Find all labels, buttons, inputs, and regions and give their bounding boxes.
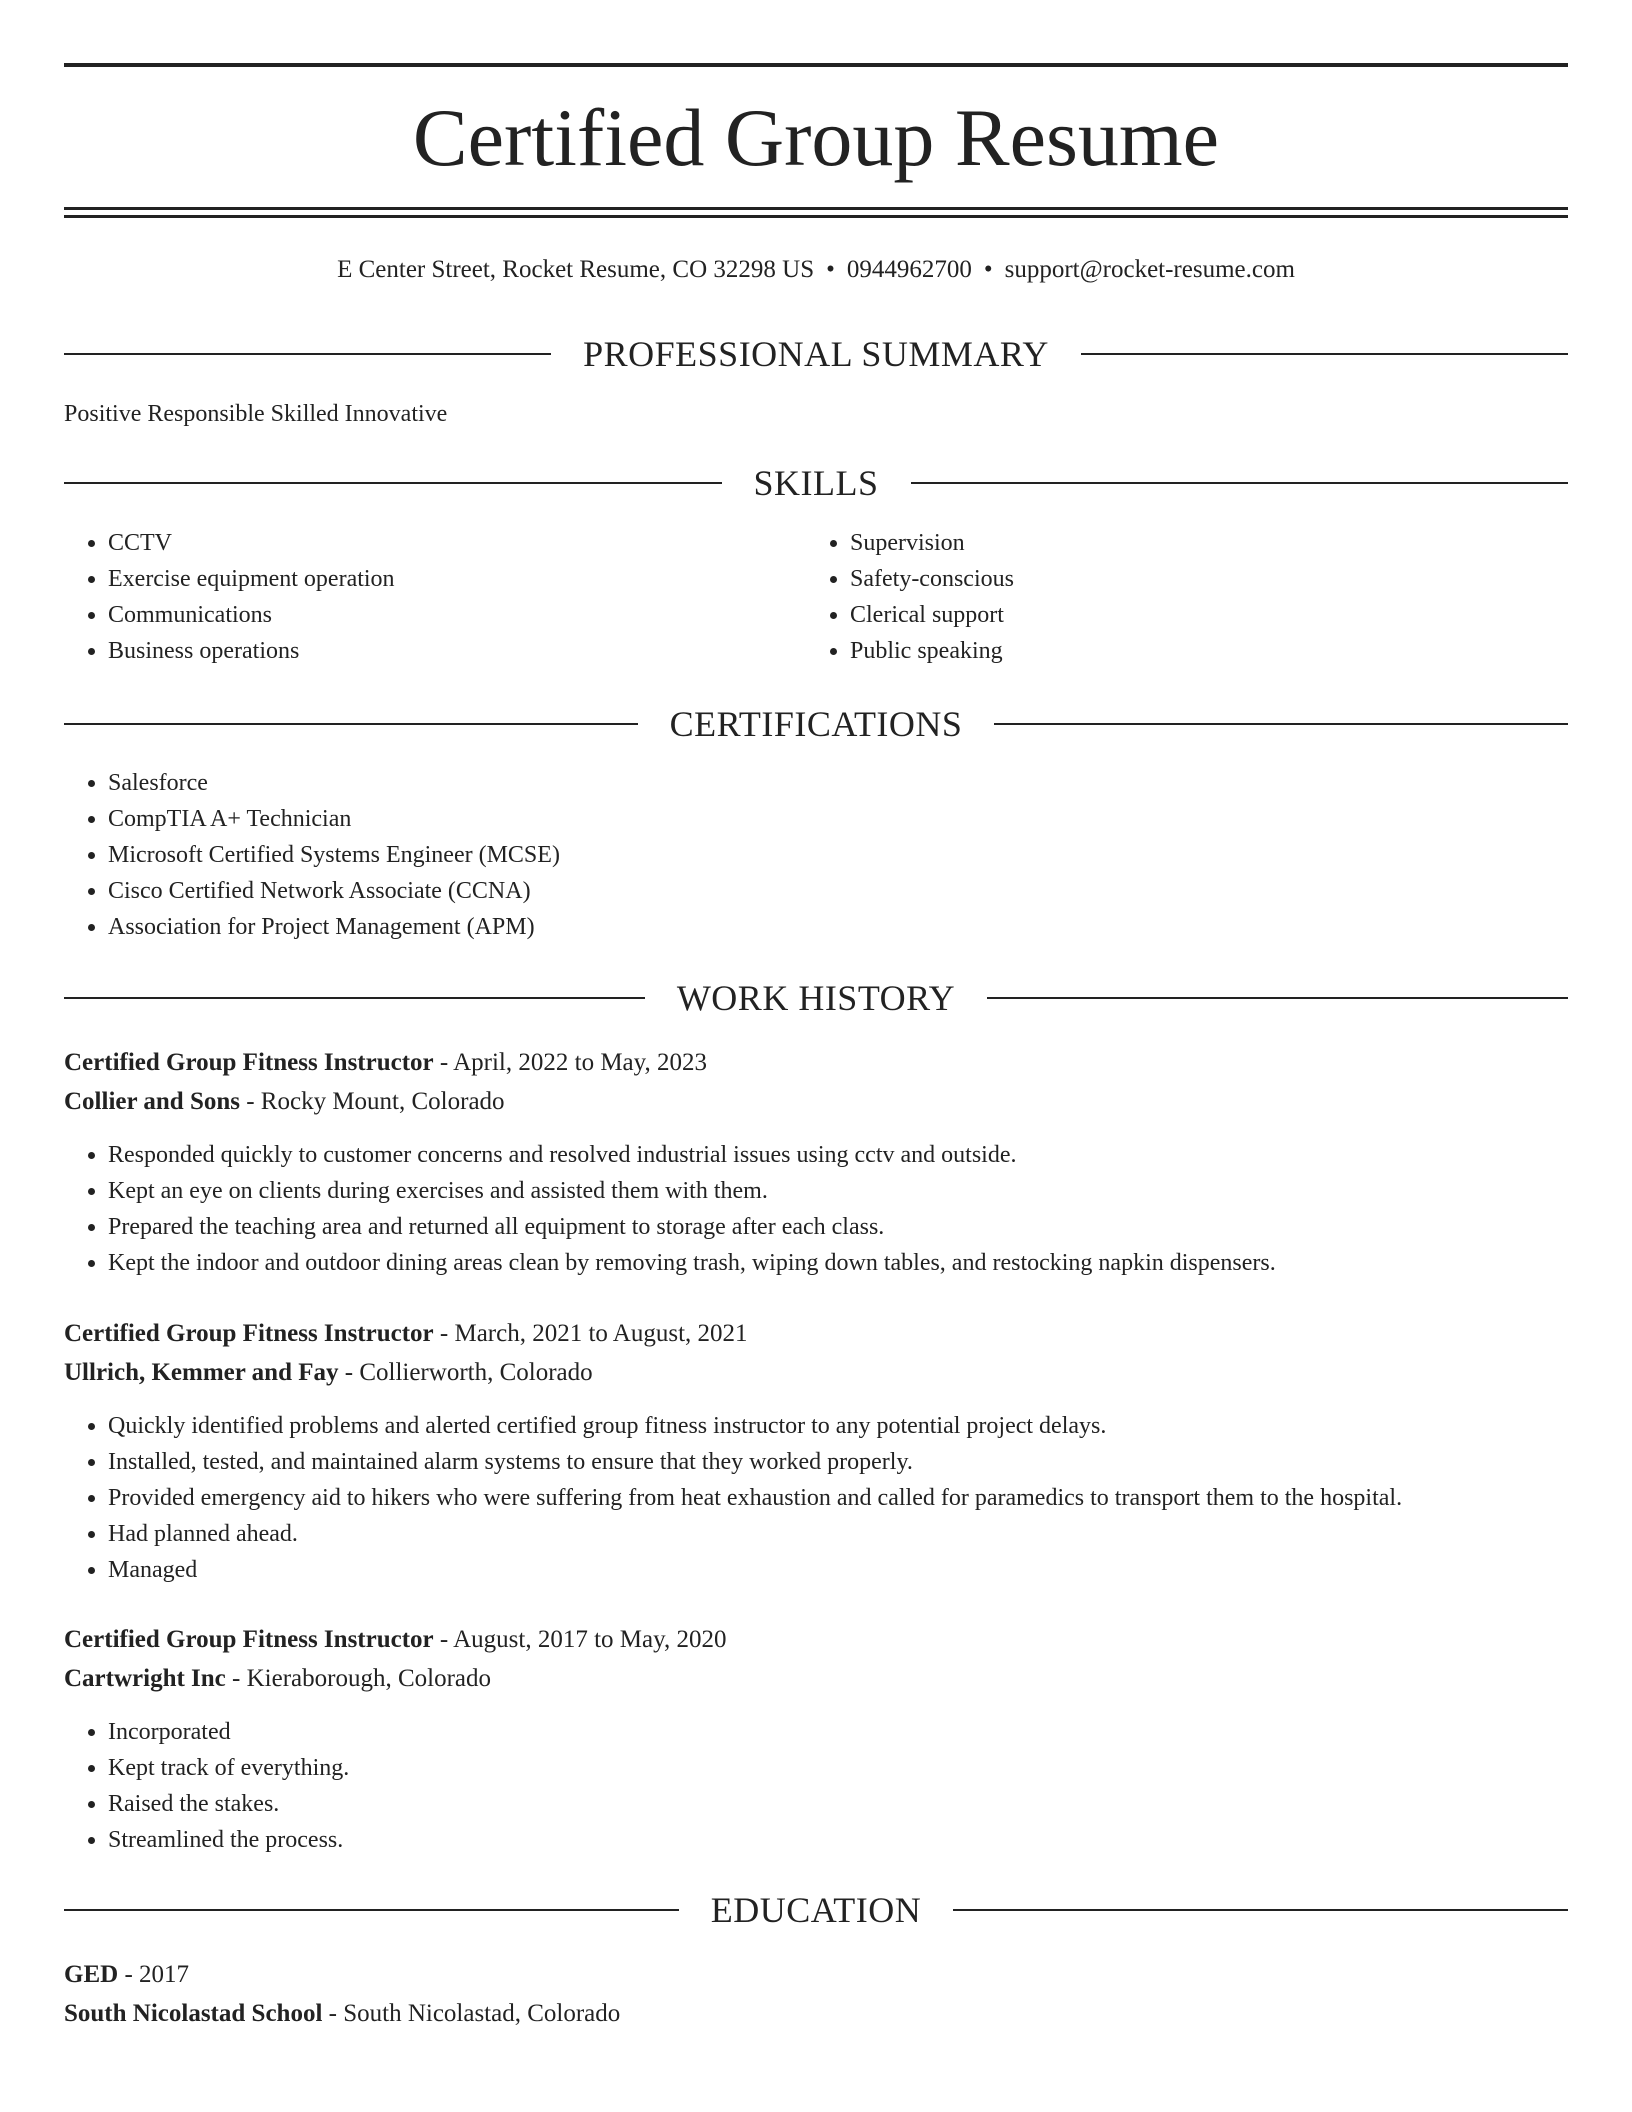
job-bullet: • Responded quickly to customer concerns and resolved industrial issues using cctv and outside. <box>108 1137 1568 1173</box>
job-company: Collier and Sons <box>64 1088 240 1115</box>
job-bullet: • Kept the indoor and outdoor dining areas clean by removing trash, wiping down tables, and restocking napkin dispensers. <box>108 1245 1568 1281</box>
certification-item: • CompTIA A+ Technician <box>108 801 1568 837</box>
heading-rule <box>987 997 1568 999</box>
job-title-line <box>64 1044 1568 1082</box>
job-dates: - March, 2021 to August, 2021 <box>439 1320 748 1347</box>
summary-text: Positive Responsible Skilled Innovative <box>64 401 448 427</box>
certification-item: • Cisco Certified Network Associate (CCNA) <box>108 873 1568 909</box>
section-heading-skills <box>64 459 1568 507</box>
job-title: Certified Group Fitness Instructor <box>64 1626 434 1653</box>
certification-item: • Association for Project Management (APM) <box>108 909 1568 945</box>
heading-rule <box>953 1909 1568 1911</box>
job-company-line <box>64 1083 1568 1121</box>
job-bullets <box>64 1137 1568 1281</box>
heading-rule <box>994 723 1568 725</box>
job-bullet: • Incorporated <box>108 1714 1568 1750</box>
section-heading-education <box>64 1886 1568 1934</box>
heading-rule <box>64 997 645 999</box>
heading-rule <box>911 482 1569 484</box>
job-title: Certified Group Fitness Instructor <box>64 1320 434 1347</box>
job-bullet: • Provided emergency aid to hikers who were suffering from heat exhaustion and called for paramedics to transport them to the hospital. <box>108 1480 1588 1516</box>
section-heading-work-history <box>64 974 1568 1022</box>
job-bullet: • Quickly identified problems and alerted certified group fitness instructor to any potential project delays. <box>108 1408 1588 1444</box>
job-location: - Rocky Mount, Colorado <box>246 1088 505 1115</box>
job-bullet: • Streamlined the process. <box>108 1822 1568 1858</box>
job-bullet: • Kept an eye on clients during exercises and assisted them with them. <box>108 1173 1568 1209</box>
skill-item: • Supervision <box>850 525 1550 561</box>
certification-item: • Microsoft Certified Systems Engineer (MCSE) <box>108 837 1568 873</box>
skill-item: • Clerical support <box>850 597 1550 633</box>
skill-item: • Exercise equipment operation <box>108 561 808 597</box>
section-title: EDUCATION <box>710 1890 922 1930</box>
job-title-line <box>64 1621 1568 1659</box>
job-location: - Kieraborough, Colorado <box>232 1665 491 1692</box>
skills-list-right <box>806 525 1550 669</box>
education-school-line <box>64 1995 1568 2033</box>
heading-rule <box>1081 353 1568 355</box>
heading-rule <box>64 353 551 355</box>
contact-phone: 0944962700 <box>846 256 972 283</box>
job-bullet: • Installed, tested, and maintained alarm systems to ensure that they worked properly. <box>108 1444 1588 1480</box>
heading-rule <box>64 482 722 484</box>
job-bullet: • Raised the stakes. <box>108 1786 1568 1822</box>
job-company: Ullrich, Kemmer and Fay <box>64 1359 339 1386</box>
job-bullet: • Had planned ahead. <box>108 1516 1588 1552</box>
job-title-line <box>64 1315 1568 1353</box>
skill-item: • Safety-conscious <box>850 561 1550 597</box>
heading-rule <box>64 723 638 725</box>
education-year: - 2017 <box>124 1961 190 1988</box>
education-degree-line <box>64 1956 1568 1994</box>
heading-rule <box>64 1909 679 1911</box>
contact-separator: • <box>826 256 835 283</box>
header-rule-upper <box>64 207 1568 210</box>
skill-item: • CCTV <box>108 525 808 561</box>
job-bullet: • Prepared the teaching area and returned all equipment to storage after each class. <box>108 1209 1568 1245</box>
resume-name: Certified Group Resume <box>412 92 1220 183</box>
job-bullet: • Managed <box>108 1552 1588 1588</box>
certifications-list <box>64 765 1568 945</box>
job-company-line <box>64 1660 1568 1698</box>
contact-line <box>64 252 1568 288</box>
skill-item: • Business operations <box>108 633 808 669</box>
education-location: - South Nicolastad, Colorado <box>328 2000 621 2027</box>
skill-item: • Public speaking <box>850 633 1550 669</box>
section-heading-summary <box>64 330 1568 378</box>
certification-item: • Salesforce <box>108 765 1568 801</box>
header-top-rule <box>64 63 1568 67</box>
contact-separator: • <box>983 256 993 283</box>
education-degree: GED <box>64 1961 119 1988</box>
job-dates: - April, 2022 to May, 2023 <box>439 1049 708 1076</box>
job-title: Certified Group Fitness Instructor <box>64 1049 434 1076</box>
education-school: South Nicolastad School <box>64 2000 323 2027</box>
section-title: WORK HISTORY <box>676 978 956 1018</box>
contact-address: E Center Street, Rocket Resume, CO 32298 US <box>337 256 815 283</box>
job-bullets <box>64 1408 1588 1588</box>
job-dates: - August, 2017 to May, 2020 <box>439 1626 727 1653</box>
section-title: PROFESSIONAL SUMMARY <box>583 334 1049 374</box>
contact-email: support@rocket-resume.com <box>1004 256 1295 283</box>
section-heading-certifications <box>64 700 1568 748</box>
job-bullets <box>64 1714 1568 1858</box>
section-title: SKILLS <box>753 463 879 503</box>
section-title: CERTIFICATIONS <box>669 704 963 744</box>
job-bullet: • Kept track of everything. <box>108 1750 1568 1786</box>
job-company-line <box>64 1354 1568 1392</box>
header-rule-lower <box>64 215 1568 218</box>
skills-list-left <box>64 525 808 669</box>
job-company: Cartwright Inc <box>64 1665 226 1692</box>
skill-item: • Communications <box>108 597 808 633</box>
job-location: - Collierworth, Colorado <box>344 1359 593 1386</box>
